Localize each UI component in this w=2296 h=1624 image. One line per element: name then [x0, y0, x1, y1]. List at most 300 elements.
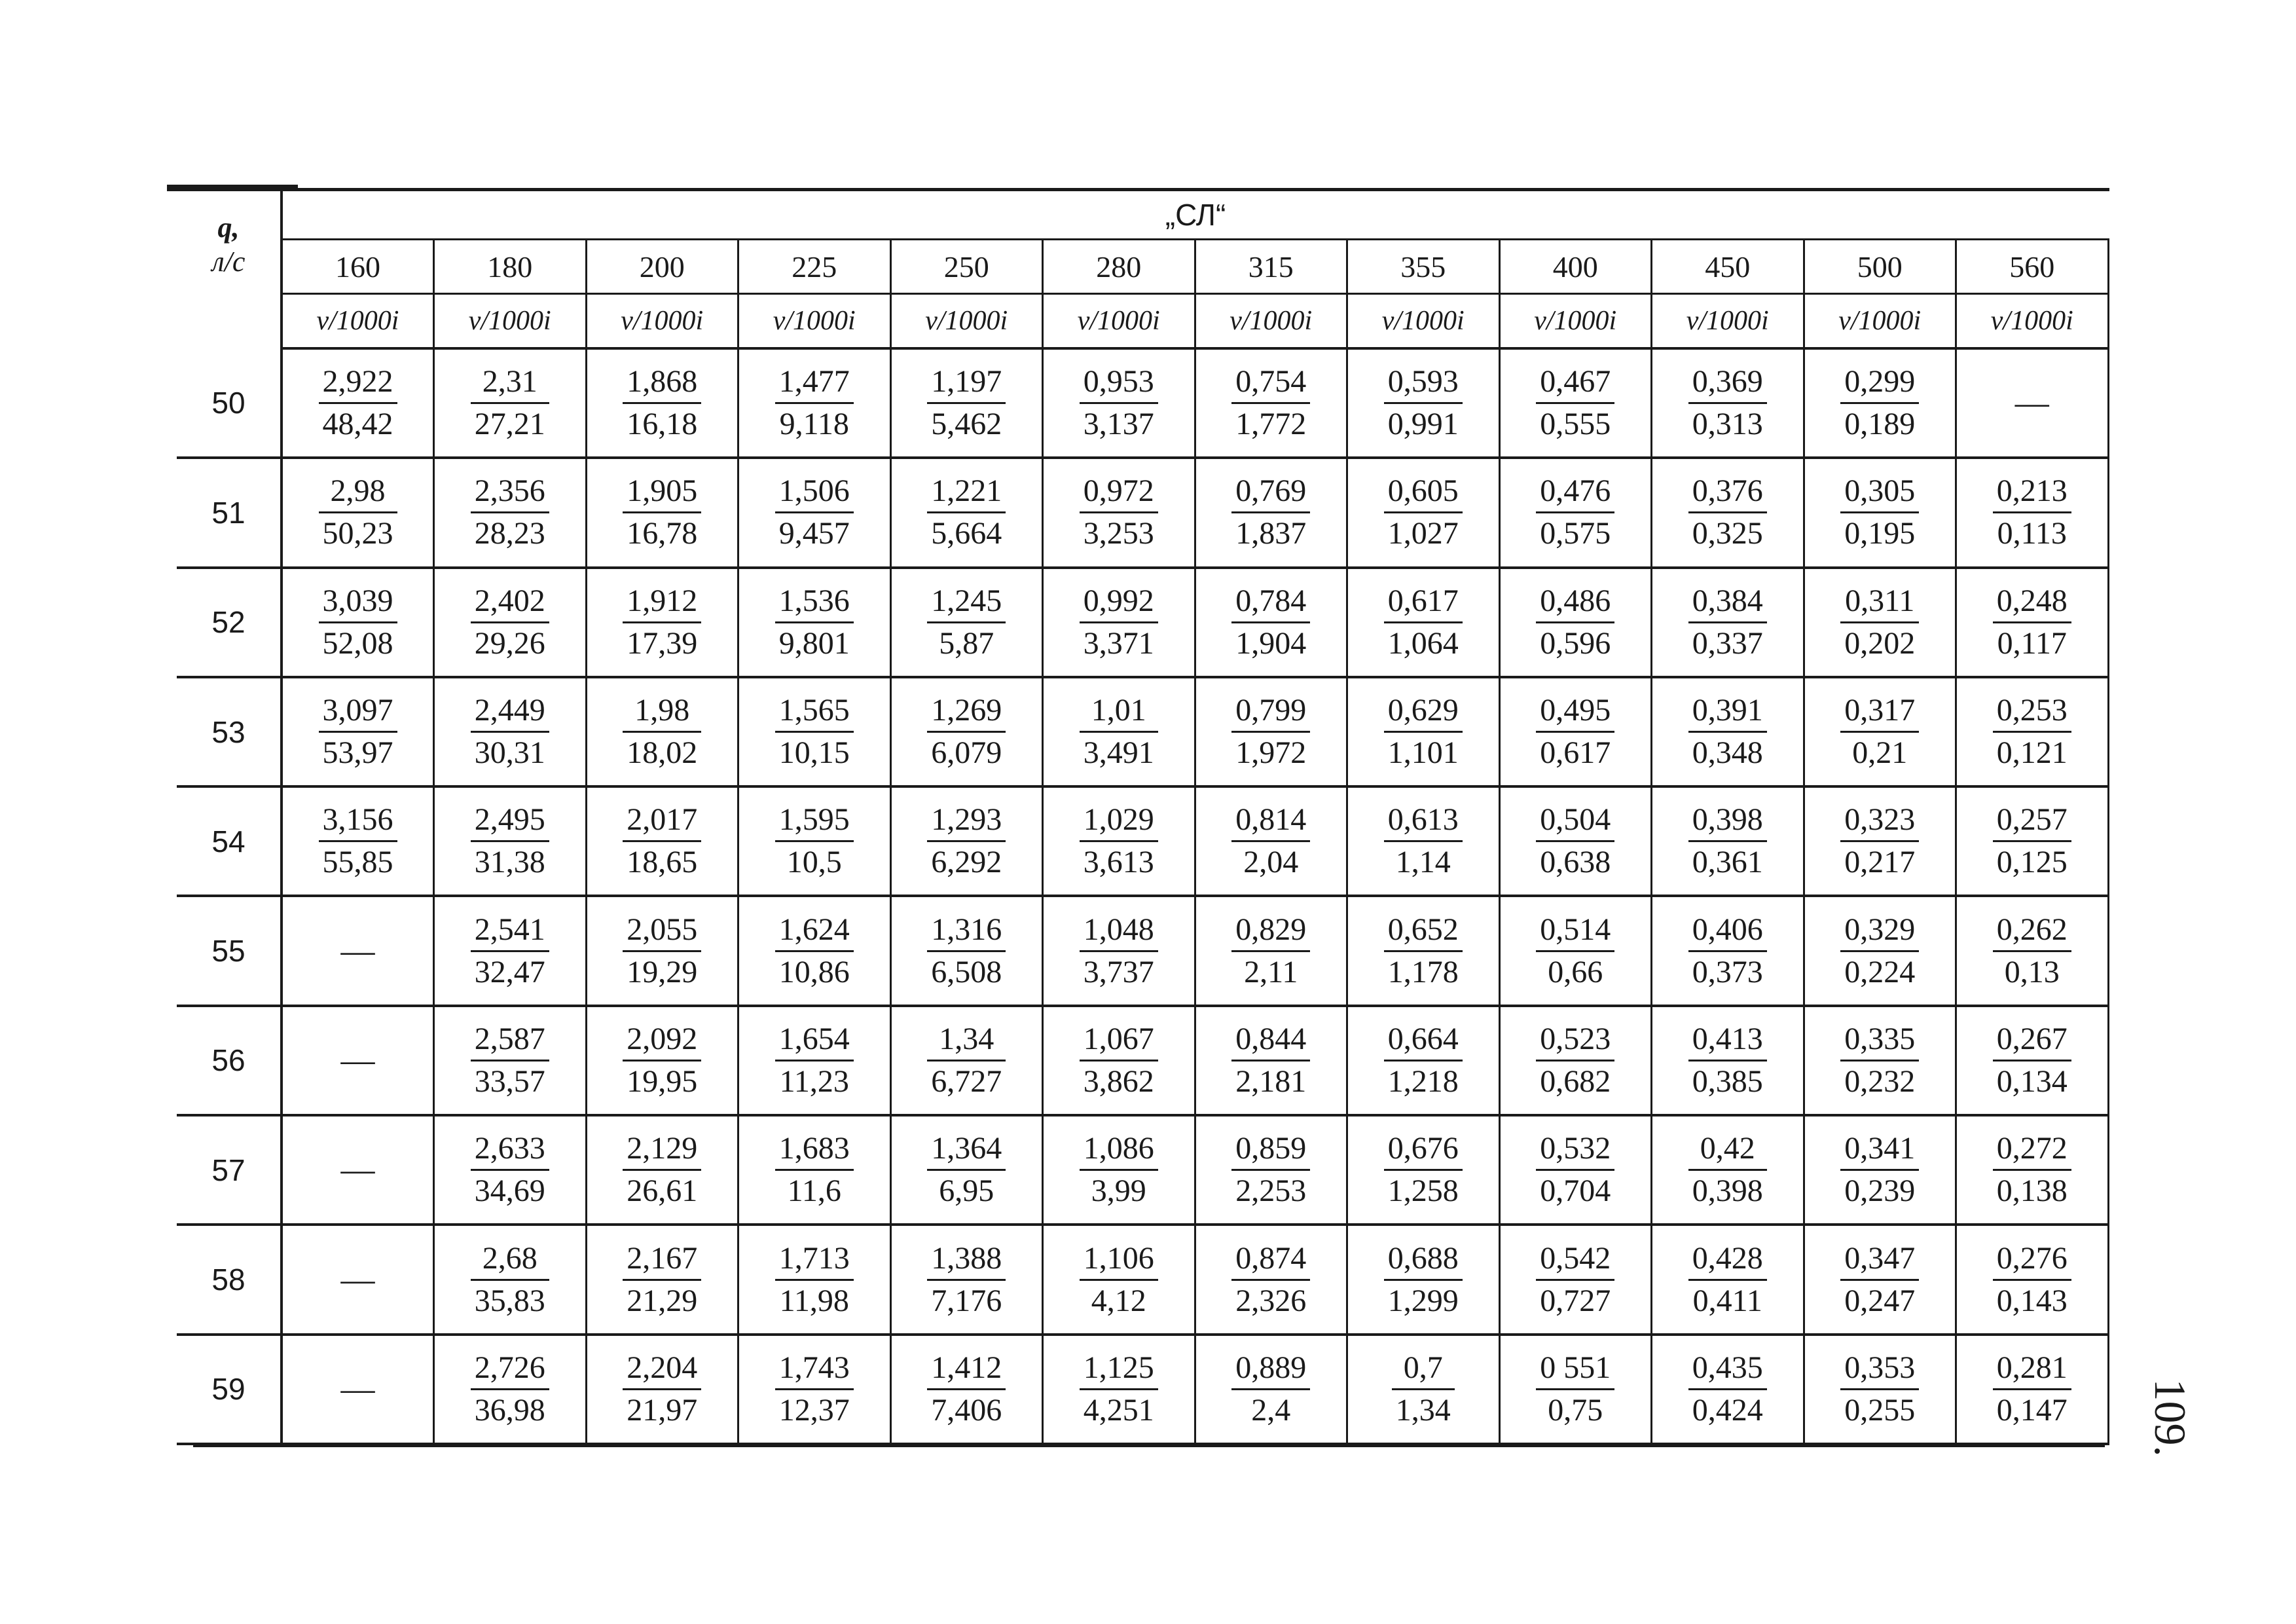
velocity-value: 1,125 — [1080, 1348, 1158, 1390]
table-row — [177, 458, 2108, 567]
value-cell — [1804, 677, 1956, 786]
no-value-dash: — — [340, 1261, 375, 1299]
head-loss-value: 0,21 — [1852, 735, 1908, 771]
value-fraction — [1080, 471, 1158, 554]
table-row — [177, 896, 2108, 1005]
value-cell — [282, 568, 434, 677]
velocity-value: 2,055 — [623, 910, 701, 952]
head-loss-value: 0,555 — [1540, 407, 1611, 442]
velocity-value: 3,097 — [319, 690, 397, 733]
velocity-value: 1,029 — [1080, 800, 1158, 842]
velocity-value: 1,34 — [927, 1019, 1006, 1061]
value-fraction — [927, 690, 1006, 773]
value-fraction — [471, 1348, 549, 1431]
head-loss-value: 0,373 — [1692, 954, 1763, 989]
velocity-value: 1,01 — [1080, 690, 1158, 733]
head-loss-value: 1,258 — [1387, 1173, 1459, 1209]
value-fraction — [1993, 581, 2071, 664]
head-loss-value: 0,189 — [1844, 407, 1916, 442]
velocity-value: 0,859 — [1231, 1128, 1310, 1171]
head-loss-value: 2,11 — [1244, 954, 1298, 989]
value-cell — [890, 677, 1043, 786]
value-fraction — [1840, 1348, 1919, 1431]
unit-header: v/1000i — [1195, 294, 1347, 349]
head-loss-value: 2,181 — [1235, 1063, 1307, 1099]
diameter-header: 315 — [1195, 240, 1347, 294]
velocity-value: 1,197 — [927, 361, 1006, 404]
value-cell — [282, 677, 434, 786]
value-fraction — [927, 471, 1006, 554]
head-loss-value: 0,138 — [1996, 1173, 2068, 1209]
head-loss-value: 55,85 — [322, 845, 393, 880]
value-fraction — [623, 1128, 701, 1211]
head-loss-value: 29,26 — [474, 625, 545, 661]
head-loss-value: 52,08 — [322, 625, 393, 661]
head-loss-value: 0,617 — [1540, 735, 1611, 771]
value-fraction — [471, 800, 549, 883]
unit-header: v/1000i — [1499, 294, 1652, 349]
head-loss-value: 0,704 — [1540, 1173, 1611, 1209]
value-cell — [1347, 1115, 1500, 1225]
value-cell — [1195, 786, 1347, 896]
velocity-value: 0,428 — [1688, 1238, 1767, 1281]
value-fraction — [1384, 910, 1463, 993]
value-fraction — [1536, 1019, 1614, 1102]
value-cell — [282, 1225, 434, 1334]
head-loss-value: 0,247 — [1844, 1283, 1916, 1318]
velocity-value: 0,992 — [1080, 581, 1158, 623]
head-loss-value: 1,837 — [1235, 516, 1307, 551]
value-fraction — [1080, 361, 1158, 445]
velocity-value: 0,617 — [1384, 581, 1463, 623]
unit-header: v/1000i — [1652, 294, 1804, 349]
value-fraction — [1080, 1238, 1158, 1321]
hydraulic-table — [177, 191, 2109, 1445]
velocity-value: 2,98 — [319, 471, 397, 513]
velocity-value: 0,262 — [1993, 910, 2071, 952]
value-cell — [1043, 896, 1195, 1005]
value-fraction — [775, 1238, 854, 1321]
value-cell — [1956, 786, 2109, 896]
head-loss-value: 5,87 — [939, 625, 994, 661]
value-cell — [1652, 786, 1804, 896]
value-cell — [1956, 1006, 2109, 1115]
value-fraction — [927, 800, 1006, 883]
value-fraction — [775, 581, 854, 664]
diameter-header-row — [177, 240, 2108, 294]
value-cell — [1804, 896, 1956, 1005]
value-fraction — [1688, 471, 1767, 554]
head-loss-value: 0,313 — [1692, 407, 1763, 442]
value-cell — [1499, 786, 1652, 896]
value-fraction — [319, 800, 397, 883]
value-fraction — [775, 800, 854, 883]
value-fraction — [623, 581, 701, 664]
head-loss-value: 32,47 — [474, 954, 545, 989]
value-cell — [1804, 1225, 1956, 1334]
unit-header-row — [177, 294, 2108, 349]
value-fraction — [471, 581, 549, 664]
velocity-value: 1,048 — [1080, 910, 1158, 952]
head-loss-value: 0,117 — [1997, 625, 2067, 661]
velocity-value: 2,092 — [623, 1019, 701, 1061]
value-fraction — [1840, 361, 1919, 445]
value-cell — [282, 786, 434, 896]
head-loss-value: 18,02 — [627, 735, 698, 771]
table-row — [177, 1335, 2108, 1444]
value-cell — [890, 896, 1043, 1005]
diameter-header: 280 — [1043, 240, 1195, 294]
diameter-header: 200 — [586, 240, 738, 294]
value-fraction — [1080, 800, 1158, 883]
value-cell — [434, 786, 587, 896]
head-loss-value: 0,325 — [1692, 516, 1763, 551]
head-loss-value: 19,29 — [627, 954, 698, 989]
head-loss-value: 48,42 — [322, 407, 393, 442]
head-loss-value: 0,398 — [1692, 1173, 1763, 1209]
head-loss-value: 0,682 — [1540, 1063, 1611, 1099]
diameter-header: 500 — [1804, 240, 1956, 294]
value-fraction — [1993, 1348, 2071, 1431]
velocity-value: 1,536 — [775, 581, 854, 623]
value-fraction — [927, 361, 1006, 445]
value-fraction — [1993, 690, 2071, 773]
head-loss-value: 10,86 — [778, 954, 850, 989]
head-loss-value: 3,737 — [1083, 954, 1154, 989]
flow-rate-cell: 59 — [177, 1335, 282, 1444]
head-loss-value: 1,904 — [1235, 625, 1307, 661]
velocity-value: 0,369 — [1688, 361, 1767, 404]
value-cell — [1652, 896, 1804, 1005]
q-column-header — [177, 191, 282, 348]
velocity-value: 0,406 — [1688, 910, 1767, 952]
value-cell — [890, 568, 1043, 677]
velocity-value: 0,305 — [1840, 471, 1919, 513]
value-fraction — [623, 1019, 701, 1102]
head-loss-value: 12,37 — [778, 1392, 850, 1428]
velocity-value: 0,652 — [1384, 910, 1463, 952]
velocity-value: 0,874 — [1231, 1238, 1310, 1281]
value-cell — [434, 677, 587, 786]
velocity-value: 1,106 — [1080, 1238, 1158, 1281]
head-loss-value: 0,147 — [1996, 1392, 2068, 1428]
velocity-value: 0,844 — [1231, 1019, 1310, 1061]
velocity-value: 0,213 — [1993, 471, 2071, 513]
velocity-value: 1,912 — [623, 581, 701, 623]
diameter-header: 250 — [890, 240, 1043, 294]
value-cell — [1956, 348, 2109, 458]
velocity-value: 0,335 — [1840, 1019, 1919, 1061]
value-fraction — [1536, 690, 1614, 773]
velocity-value: 0,829 — [1231, 910, 1310, 952]
value-fraction — [775, 1019, 854, 1102]
value-cell — [1652, 1225, 1804, 1334]
head-loss-value: 6,079 — [931, 735, 1002, 771]
velocity-value: 0,398 — [1688, 800, 1767, 842]
unit-header: v/1000i — [1804, 294, 1956, 349]
velocity-value: 0,281 — [1993, 1348, 2071, 1390]
velocity-value: 0,276 — [1993, 1238, 2071, 1281]
value-cell — [434, 896, 587, 1005]
head-loss-value: 4,251 — [1083, 1392, 1154, 1428]
head-loss-value: 0,217 — [1844, 845, 1916, 880]
velocity-value: 0,953 — [1080, 361, 1158, 404]
value-cell — [1347, 1006, 1500, 1115]
velocity-value: 1,624 — [775, 910, 854, 952]
value-cell — [738, 1225, 891, 1334]
value-cell — [586, 1115, 738, 1225]
value-fraction — [471, 1238, 549, 1321]
velocity-value: 0,267 — [1993, 1019, 2071, 1061]
value-cell — [738, 568, 891, 677]
series-header-row — [177, 191, 2108, 240]
value-cell — [586, 1335, 738, 1444]
head-loss-value: 9,118 — [779, 407, 849, 442]
value-fraction — [1993, 1238, 2071, 1321]
value-cell — [434, 568, 587, 677]
value-fraction — [1231, 361, 1310, 445]
value-cell — [738, 348, 891, 458]
value-cell — [1499, 458, 1652, 567]
value-cell — [586, 786, 738, 896]
head-loss-value: 2,04 — [1243, 845, 1299, 880]
head-loss-value: 11,6 — [787, 1173, 841, 1209]
value-cell — [282, 1006, 434, 1115]
head-loss-value: 6,727 — [931, 1063, 1002, 1099]
head-loss-value: 18,65 — [627, 845, 698, 880]
no-value-dash: — — [340, 932, 375, 970]
value-cell — [890, 1225, 1043, 1334]
value-cell — [1804, 1335, 1956, 1444]
value-cell — [1956, 1335, 2109, 1444]
value-fraction — [775, 1128, 854, 1211]
value-fraction — [1384, 581, 1463, 664]
value-cell — [1652, 1335, 1804, 1444]
value-fraction — [1688, 1348, 1767, 1431]
value-fraction — [1840, 910, 1919, 993]
head-loss-value: 33,57 — [474, 1063, 545, 1099]
velocity-value: 0,391 — [1688, 690, 1767, 733]
head-loss-value: 0,232 — [1844, 1063, 1916, 1099]
velocity-value: 0,514 — [1536, 910, 1614, 952]
value-cell — [1043, 1335, 1195, 1444]
velocity-value: 1,868 — [623, 361, 701, 404]
value-fraction — [1231, 1348, 1310, 1431]
value-fraction — [1536, 1128, 1614, 1211]
value-fraction — [623, 690, 701, 773]
value-cell — [1499, 1006, 1652, 1115]
head-loss-value: 5,462 — [931, 407, 1002, 442]
value-fraction — [775, 690, 854, 773]
value-fraction — [1536, 800, 1614, 883]
head-loss-value: 1,101 — [1387, 735, 1459, 771]
velocity-value: 0,593 — [1384, 361, 1463, 404]
value-cell — [1652, 1006, 1804, 1115]
value-cell — [1347, 1225, 1500, 1334]
value-cell — [1499, 677, 1652, 786]
flow-rate-cell: 56 — [177, 1006, 282, 1115]
value-fraction — [1231, 1019, 1310, 1102]
value-fraction — [1840, 800, 1919, 883]
head-loss-value: 7,176 — [931, 1283, 1002, 1318]
velocity-value: 1,067 — [1080, 1019, 1158, 1061]
value-cell — [1347, 458, 1500, 567]
value-cell — [586, 677, 738, 786]
value-fraction — [471, 471, 549, 554]
head-loss-value: 27,21 — [474, 407, 545, 442]
velocity-value: 0,272 — [1993, 1128, 2071, 1171]
value-cell — [586, 1006, 738, 1115]
table-row — [177, 1115, 2108, 1225]
velocity-value: 0,329 — [1840, 910, 1919, 952]
q-symbol: q, — [217, 212, 240, 244]
value-cell — [1652, 677, 1804, 786]
flow-rate-cell: 51 — [177, 458, 282, 567]
velocity-value: 3,039 — [319, 581, 397, 623]
velocity-value: 1,654 — [775, 1019, 854, 1061]
value-fraction — [1536, 471, 1614, 554]
value-cell — [1195, 348, 1347, 458]
no-value-dash: — — [340, 1370, 375, 1408]
value-cell — [738, 786, 891, 896]
value-fraction — [1080, 1128, 1158, 1211]
velocity-value: 0,532 — [1536, 1128, 1614, 1171]
velocity-value: 2,633 — [471, 1128, 549, 1171]
velocity-value: 2,449 — [471, 690, 549, 733]
value-fraction — [927, 1348, 1006, 1431]
velocity-value: 0,253 — [1993, 690, 2071, 733]
flow-rate-cell: 54 — [177, 786, 282, 896]
value-cell — [890, 1006, 1043, 1115]
no-value-dash: — — [2014, 384, 2049, 422]
value-fraction — [1536, 1238, 1614, 1321]
head-loss-value: 1,064 — [1387, 625, 1459, 661]
value-fraction — [775, 471, 854, 554]
value-cell — [434, 458, 587, 567]
diameter-header: 355 — [1347, 240, 1500, 294]
head-loss-value: 0,991 — [1387, 407, 1459, 442]
value-fraction — [927, 1128, 1006, 1211]
velocity-value: 0,972 — [1080, 471, 1158, 513]
head-loss-value: 0,239 — [1844, 1173, 1916, 1209]
value-fraction — [623, 1238, 701, 1321]
velocity-value: 0,664 — [1384, 1019, 1463, 1061]
head-loss-value: 10,15 — [778, 735, 850, 771]
value-fraction — [1231, 1238, 1310, 1321]
diameter-header: 560 — [1956, 240, 2109, 294]
velocity-value: 1,595 — [775, 800, 854, 842]
value-cell — [282, 1115, 434, 1225]
value-fraction — [1688, 581, 1767, 664]
unit-header: v/1000i — [1043, 294, 1195, 349]
velocity-value: 1,388 — [927, 1238, 1006, 1281]
head-loss-value: 1,299 — [1387, 1283, 1459, 1318]
value-cell — [282, 458, 434, 567]
value-fraction — [1080, 1348, 1158, 1431]
unit-header: v/1000i — [586, 294, 738, 349]
value-fraction — [1384, 800, 1463, 883]
head-loss-value: 0,113 — [1997, 516, 2067, 551]
value-cell — [1499, 1335, 1652, 1444]
value-cell — [1195, 1115, 1347, 1225]
value-fraction — [319, 361, 397, 445]
head-loss-value: 0,224 — [1844, 954, 1916, 989]
value-cell — [1804, 348, 1956, 458]
value-cell — [1804, 458, 1956, 567]
value-fraction — [319, 471, 397, 554]
value-fraction — [1688, 1128, 1767, 1211]
value-cell — [1499, 348, 1652, 458]
velocity-value: 1,713 — [775, 1238, 854, 1281]
head-loss-value: 3,371 — [1083, 625, 1154, 661]
head-loss-value: 30,31 — [474, 735, 545, 771]
value-fraction — [1993, 800, 2071, 883]
head-loss-value: 16,78 — [627, 516, 698, 551]
flow-rate-cell: 57 — [177, 1115, 282, 1225]
velocity-value: 1,98 — [623, 690, 701, 733]
head-loss-value: 28,23 — [474, 516, 545, 551]
value-cell — [1956, 568, 2109, 677]
velocity-value: 2,167 — [623, 1238, 701, 1281]
head-loss-value: 0,121 — [1996, 735, 2068, 771]
value-fraction — [1384, 1238, 1463, 1321]
head-loss-value: 0,596 — [1540, 625, 1611, 661]
value-cell — [282, 896, 434, 1005]
velocity-value: 0,889 — [1231, 1348, 1310, 1390]
velocity-value: 2,204 — [623, 1348, 701, 1390]
head-loss-value: 3,862 — [1083, 1063, 1154, 1099]
velocity-value: 1,364 — [927, 1128, 1006, 1171]
value-cell — [1499, 1225, 1652, 1334]
velocity-value: 0,504 — [1536, 800, 1614, 842]
value-cell — [1043, 1115, 1195, 1225]
value-cell — [738, 896, 891, 1005]
velocity-value: 2,68 — [471, 1238, 549, 1281]
head-loss-value: 21,29 — [627, 1283, 698, 1318]
head-loss-value: 16,18 — [627, 407, 698, 442]
value-fraction — [1840, 1128, 1919, 1211]
velocity-value: 0,784 — [1231, 581, 1310, 623]
value-cell — [1652, 348, 1804, 458]
flow-rate-cell: 52 — [177, 568, 282, 677]
velocity-value: 1,221 — [927, 471, 1006, 513]
velocity-value: 0,476 — [1536, 471, 1614, 513]
value-fraction — [1080, 581, 1158, 664]
head-loss-value: 17,39 — [627, 625, 698, 661]
value-fraction — [1536, 1348, 1614, 1431]
velocity-value: 0,495 — [1536, 690, 1614, 733]
head-loss-value: 5,664 — [931, 516, 1002, 551]
head-loss-value: 2,253 — [1235, 1173, 1307, 1209]
value-fraction — [927, 1019, 1006, 1102]
head-loss-value: 0,575 — [1540, 516, 1611, 551]
table-row — [177, 1225, 2108, 1334]
value-fraction — [1840, 1238, 1919, 1321]
velocity-value: 0,353 — [1840, 1348, 1919, 1390]
velocity-value: 0,435 — [1688, 1348, 1767, 1390]
velocity-value: 2,129 — [623, 1128, 701, 1171]
value-cell — [1804, 786, 1956, 896]
value-fraction — [1993, 1019, 2071, 1102]
velocity-value: 1,412 — [927, 1348, 1006, 1390]
value-cell — [1195, 568, 1347, 677]
value-fraction — [623, 471, 701, 554]
head-loss-value: 1,772 — [1235, 407, 1307, 442]
velocity-value: 0,542 — [1536, 1238, 1614, 1281]
value-cell — [282, 348, 434, 458]
velocity-value: 1,245 — [927, 581, 1006, 623]
unit-header: v/1000i — [890, 294, 1043, 349]
